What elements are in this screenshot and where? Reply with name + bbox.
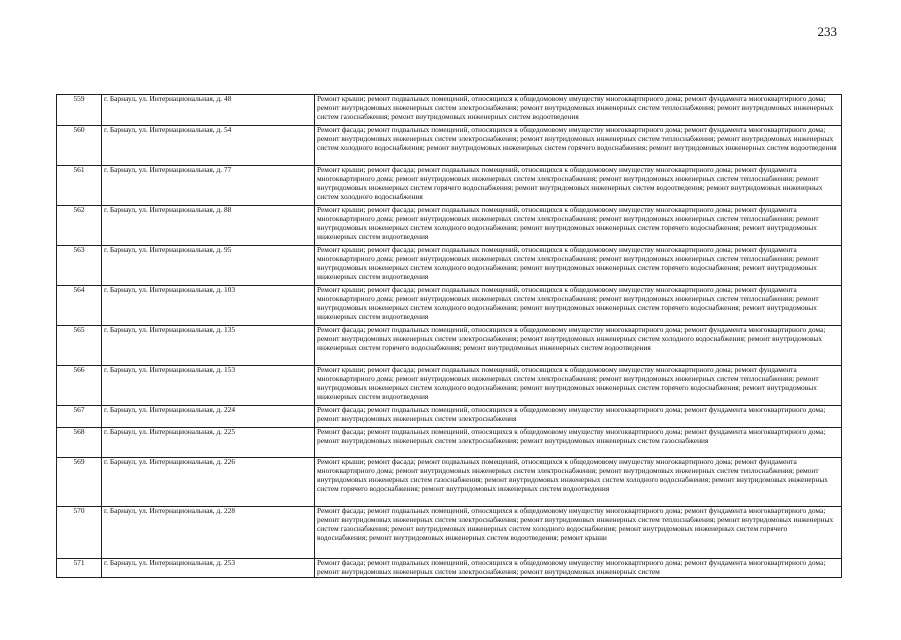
works-text: Ремонт крыши; ремонт фасада; ремонт подвальных помещений, относящихся к общедомовому имуществу многоквартирного дома; ремонт фундамента многоквартирного дома; ремонт внутридомовых инженерных систем электроснабжения; ремонт внутридомовых инженерных систем теплоснабжения; ремонт внутридомовых инженерных систем газоснабжения; ремонт внутридомовых инженерных систем холодного водоснабжения; ремонт внутридомовых инженерных систем горячего водоснабжения; ремонт внутридомовых инженерных систем водоотведения xyxy=(317,457,828,493)
address-cell: г. Барнаул, ул. Интернациональная, д. 224 xyxy=(102,406,315,428)
row-number: 570 xyxy=(57,507,102,559)
row-number: 566 xyxy=(57,366,102,406)
row-number: 571 xyxy=(57,559,102,578)
address-cell: г. Барнаул, ул. Интернациональная, д. 253 xyxy=(102,559,315,578)
works-cell xyxy=(315,246,842,286)
table-row xyxy=(57,406,842,428)
works-cell xyxy=(315,286,842,326)
table-row xyxy=(57,286,842,326)
row-number: 568 xyxy=(57,428,102,458)
table-row xyxy=(57,126,842,166)
table-row xyxy=(57,95,842,126)
address-cell: г. Барнаул, ул. Интернациональная, д. 48 xyxy=(102,95,315,126)
works-text: Ремонт фасада; ремонт подвальных помещений, относящихся к общедомовому имуществу многоквартирного дома; ремонт фундамента многоквартирного дома; ремонт внутридомовых инженерных систем электроснабжения xyxy=(317,405,826,423)
row-number: 562 xyxy=(57,206,102,246)
address-cell: г. Барнаул, ул. Интернациональная, д. 77 xyxy=(102,166,315,206)
works-text: Ремонт фасада; ремонт подвальных помещений, относящихся к общедомовому имуществу многоквартирного дома; ремонт фундамента многоквартирного дома; ремонт внутридомовых инженерных систем электроснабжения; ремонт внутридомовых инженерных систем газоснабжения xyxy=(317,427,826,445)
table-row xyxy=(57,206,842,246)
table-row xyxy=(57,326,842,366)
row-number: 560 xyxy=(57,126,102,166)
works-cell xyxy=(315,428,842,458)
address-cell: г. Барнаул, ул. Интернациональная, д. 54 xyxy=(102,126,315,166)
works-cell xyxy=(315,406,842,428)
row-number: 565 xyxy=(57,326,102,366)
row-number: 561 xyxy=(57,166,102,206)
address-cell: г. Барнаул, ул. Интернациональная, д. 226 xyxy=(102,458,315,507)
address-cell: г. Барнаул, ул. Интернациональная, д. 228 xyxy=(102,507,315,559)
address-cell: г. Барнаул, ул. Интернациональная, д. 153 xyxy=(102,366,315,406)
works-cell xyxy=(315,206,842,246)
works-text: Ремонт крыши; ремонт подвальных помещений, относящихся к общедомовому имуществу многоквартирного дома; ремонт фундамента многоквартирного дома; ремонт внутридомовых инженерных систем электроснабжения; ремонт внутридомовых инженерных систем теплоснабжения; ремонт внутридомовых инженерных систем газоснабжения; ремонт внутридомовых инженерных систем водоотведения xyxy=(317,94,834,121)
works-cell xyxy=(315,458,842,507)
table-row xyxy=(57,428,842,458)
table-body xyxy=(57,95,842,578)
row-number: 559 xyxy=(57,95,102,126)
row-number: 569 xyxy=(57,458,102,507)
works-text: Ремонт фасада; ремонт подвальных помещений, относящихся к общедомовому имуществу многоквартирного дома; ремонт фундамента многоквартирного дома; ремонт внутридомовых инженерных систем электроснабжения; ремонт внутридомовых инженерных систем теплоснабжения; ремонт внутридомовых инженерных систем газоснабжения; ремонт внутридомовых инженерных систем холодного водоснабжения; ремонт внутридомовых инженерных систем горячего водоснабжения; ремонт внутридомовых инженерных систем водоотведения; ремонт крыши xyxy=(317,506,834,542)
page-number: 233 xyxy=(817,24,837,39)
table-row xyxy=(57,458,842,507)
works-cell xyxy=(315,507,842,559)
works-cell xyxy=(315,166,842,206)
works-text: Ремонт фасада; ремонт подвальных помещений, относящихся к общедомовому имуществу многоквартирного дома; ремонт фундамента многоквартирного дома; ремонт внутридомовых инженерных систем электроснабжения; ремонт внутридомовых инженерных систем холодного водоснабжения; ремонт внутридомовых инженерных систем горячего водоснабжения; ремонт внутридомовых инженерных систем водоотведения xyxy=(317,325,826,352)
works-text: Ремонт фасада; ремонт подвальных помещений, относящихся к общедомовому имуществу многоквартирного дома; ремонт фундамента многоквартирного дома; ремонт внутридомовых инженерных систем электроснабжения; ремонт внутридомовых инженерных систем xyxy=(317,558,826,576)
works-cell xyxy=(315,126,842,166)
works-text: Ремонт крыши; ремонт фасада; ремонт подвальных помещений, относящихся к общедомовому имуществу многоквартирного дома; ремонт фундамента многоквартирного дома; ремонт внутридомовых инженерных систем электроснабжения; ремонт внутридомовых инженерных систем теплоснабжения; ремонт внутридомовых инженерных систем холодного водоснабжения; ремонт внутридомовых инженерных систем горячего водоснабжения; ремонт внутридомовых инженерных систем водоотведения xyxy=(317,365,819,401)
row-number: 564 xyxy=(57,286,102,326)
address-cell: г. Барнаул, ул. Интернациональная, д. 95 xyxy=(102,246,315,286)
table-row xyxy=(57,166,842,206)
works-text: Ремонт крыши; ремонт фасада; ремонт подвальных помещений, относящихся к общедомовому имуществу многоквартирного дома; ремонт фундамента многоквартирного дома; ремонт внутридомовых инженерных систем электроснабжения; ремонт внутридомовых инженерных систем теплоснабжения; ремонт внутридомовых инженерных систем холодного водоснабжения; ремонт внутридомовых инженерных систем горячего водоснабжения; ремонт внутридомовых инженерных систем водоотведения xyxy=(317,245,819,281)
table-row xyxy=(57,507,842,559)
works-text: Ремонт крыши; ремонт фасада; ремонт подвальных помещений, относящихся к общедомовому имуществу многоквартирного дома; ремонт фундамента многоквартирного дома; ремонт внутридомовых инженерных систем электроснабжения; ремонт внутридомовых инженерных систем теплоснабжения; ремонт внутридомовых инженерных систем холодного водоснабжения; ремонт внутридомовых инженерных систем горячего водоснабжения; ремонт внутридомовых инженерных систем водоотведения xyxy=(317,205,819,241)
table-row xyxy=(57,246,842,286)
buildings-table xyxy=(56,94,842,578)
works-text: Ремонт крыши; ремонт фасада; ремонт подвальных помещений, относящихся к общедомовому имуществу многоквартирного дома; ремонт фундамента многоквартирного дома; ремонт внутридомовых инженерных систем электроснабжения; ремонт внутридомовых инженерных систем теплоснабжения; ремонт внутридомовых инженерных систем горячего водоснабжения; ремонт внутридомовых инженерных систем водоотведения; ремонт внутридомовых инженерных систем холодного водоснабжения xyxy=(317,165,823,201)
works-text: Ремонт крыши; ремонт фасада; ремонт подвальных помещений, относящихся к общедомовому имуществу многоквартирного дома; ремонт фундамента многоквартирного дома; ремонт внутридомовых инженерных систем электроснабжения; ремонт внутридомовых инженерных систем теплоснабжения; ремонт внутридомовых инженерных систем холодного водоснабжения; ремонт внутридомовых инженерных систем горячего водоснабжения; ремонт внутридомовых инженерных систем водоотведения xyxy=(317,285,819,321)
table-row xyxy=(57,559,842,578)
works-cell xyxy=(315,366,842,406)
address-cell: г. Барнаул, ул. Интернациональная, д. 135 xyxy=(102,326,315,366)
works-cell xyxy=(315,95,842,126)
works-cell xyxy=(315,559,842,578)
address-cell: г. Барнаул, ул. Интернациональная, д. 103 xyxy=(102,286,315,326)
table-row xyxy=(57,366,842,406)
row-number: 563 xyxy=(57,246,102,286)
works-cell xyxy=(315,326,842,366)
works-text: Ремонт фасада; ремонт подвальных помещений, относящихся к общедомовому имуществу многоквартирного дома; ремонт фундамента многоквартирного дома; ремонт внутридомовых инженерных систем электроснабжения; ремонт внутридомовых инженерных систем теплоснабжения; ремонт внутридомовых инженерных систем холодного водоснабжения; ремонт внутридомовых инженерных систем горячего водоснабжения; ремонт внутридомовых инженерных систем водоотведения xyxy=(317,125,837,152)
row-number: 567 xyxy=(57,406,102,428)
address-cell: г. Барнаул, ул. Интернациональная, д. 88 xyxy=(102,206,315,246)
address-cell: г. Барнаул, ул. Интернациональная, д. 225 xyxy=(102,428,315,458)
